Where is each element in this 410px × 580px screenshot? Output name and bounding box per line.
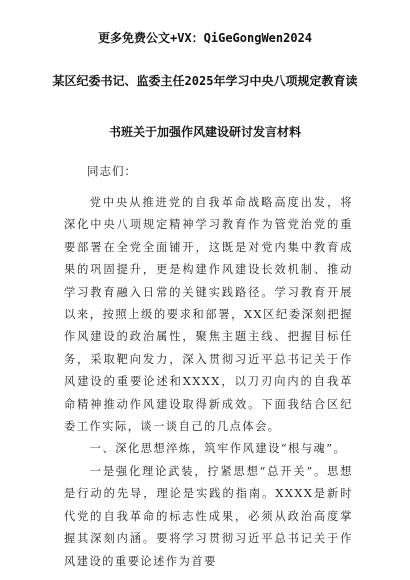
document-body: [64, 192, 353, 573]
section-heading: 一、深化思想淬炼，筑牢作风建设“根与魂”。: [89, 442, 347, 456]
document-title-line-1: 某区纪委书记、监委主任2025年学习中央八项规定教育读: [52, 74, 358, 88]
body-paragraph: 党中央从推进党的自我革命战略高度出发，将深化中央八项规定精神学习教育作为管党治党的重要部署在全党全面铺开，这既是对党内集中教育成果的巩固提升，更是构建作风建设长效机制、推动学习教育融入日常的关键实践路径。学习教育开展以来，按照上级的要求和部署，XX区纪委深刻把握作风建设的政治属性，聚焦主题主线、把握目标任务，采取靶向发力，深入贯彻习近平总书记关于作风建设的重要论述和XXXX，以刀刃向内的自我革命精神推动作风建设取得新成效。下面我结合区纪委工作实际，谈一谈自己的几点体会。: [64, 196, 353, 434]
document-title-line-2: 书班关于加强作风建设研讨发言材料: [108, 125, 301, 139]
salutation: 同志们：: [87, 164, 137, 178]
body-paragraph: 一是强化理论武装，拧紧思想“总开关”。思想是行动的先导，理论是实践的指南。XXXX是新时代党的自我革命的标志性成果，必须从政治高度掌握其深刻内涵。要将学习贯彻习近平总书记关于作风建设的重要论述作为首要: [64, 464, 353, 568]
header-note: 更多免费公文+VX：QiGeGongWen2024: [97, 31, 313, 45]
